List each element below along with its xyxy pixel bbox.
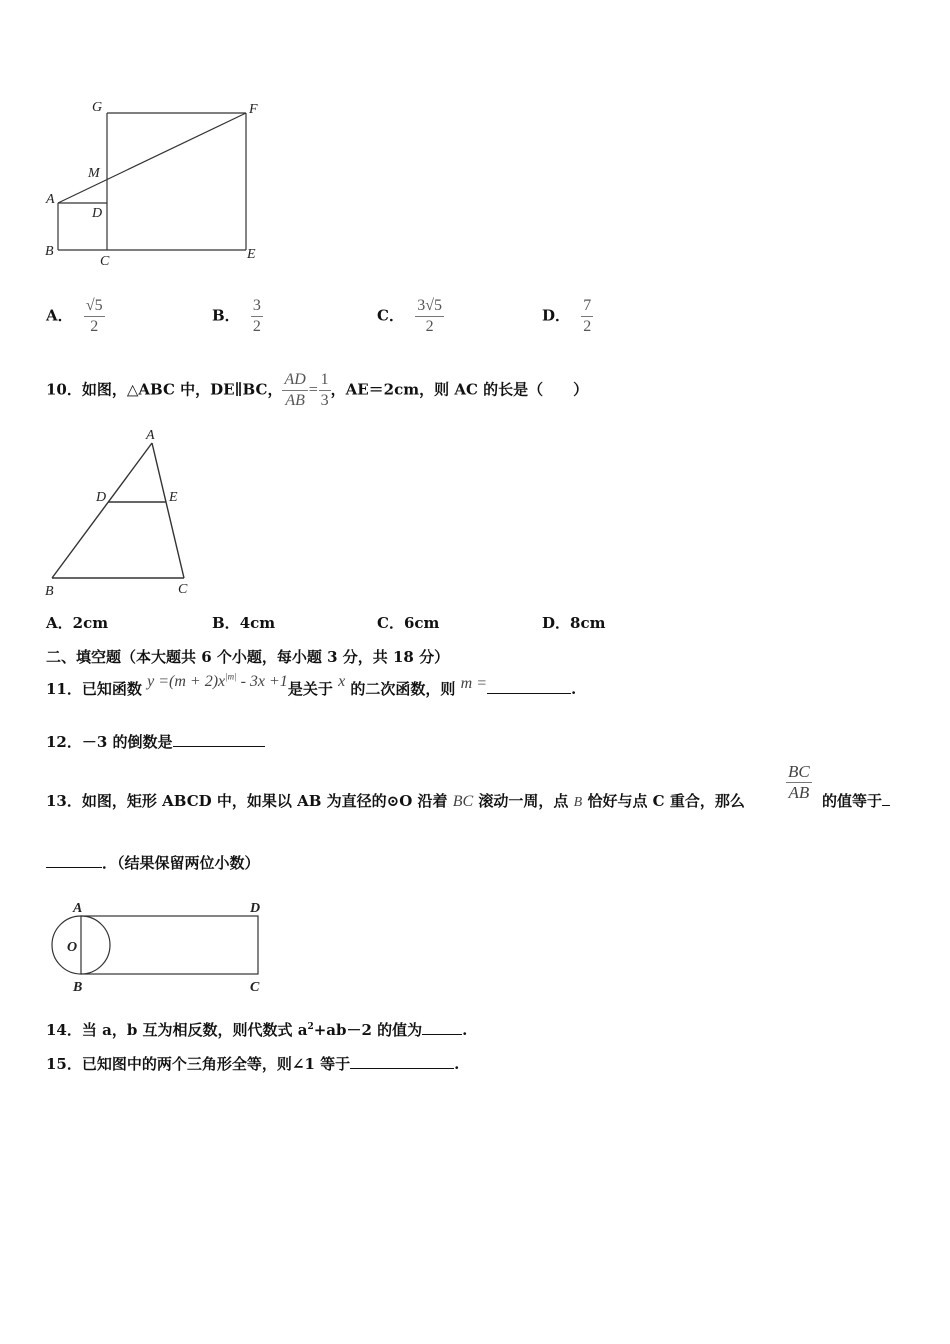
q9-option-b-den: 2 <box>252 318 261 335</box>
q13-suffix-wrap <box>822 790 890 811</box>
q9-label-m: M <box>88 166 100 181</box>
q9-option-a-fraction <box>84 296 105 337</box>
q10-fraction-ad-ab <box>282 370 307 411</box>
q11-formula-main: y =(m + 2)x <box>147 673 226 690</box>
q10-label-b: B <box>45 584 54 599</box>
q9-line-af <box>58 113 246 203</box>
q10-option-c[interactable] <box>377 612 439 633</box>
q14-superscript: 2 <box>307 1022 314 1032</box>
q10-option-d-text: 8cm <box>570 614 606 632</box>
q11-formula <box>147 673 288 690</box>
q10-prefix: 10．如图，△ABC 中，DE∥BC， <box>46 380 283 399</box>
q9-option-a-num: √5 <box>84 296 105 317</box>
q11-prefix: 11．已知函数 <box>46 680 142 698</box>
q10-fraction-one-third <box>319 370 331 411</box>
q10-option-d[interactable] <box>542 612 605 633</box>
q10-option-d-letter: D． <box>542 614 571 632</box>
q13-mid2: 恰好与点 C 重合，那么 <box>587 792 745 810</box>
q13-line2-text: ．（结果保留两位小数） <box>102 854 260 872</box>
q13-answer-blank-2[interactable] <box>46 853 102 868</box>
q10-label-d: D <box>96 490 107 505</box>
q10-figure <box>40 425 210 605</box>
q12-text: 12．－3 的倒数是 <box>46 733 173 751</box>
q13-line2 <box>46 852 260 873</box>
q13-frac-num: BC <box>788 762 810 781</box>
q9-option-b-num: 3 <box>251 296 263 317</box>
q10-frac2-num: 1 <box>319 370 331 391</box>
q11-mid: 是关于 <box>287 680 333 698</box>
q14-end: . <box>462 1021 468 1039</box>
q9-option-c-num: 3√5 <box>415 296 444 317</box>
q13-label-d: D <box>250 901 261 916</box>
q9-option-c-letter: C． <box>377 306 404 325</box>
q15-end: . <box>454 1055 460 1073</box>
q9-label-a: A <box>46 192 55 207</box>
q10-option-a-text: 2cm <box>72 614 109 632</box>
q10-label-a: A <box>146 428 155 443</box>
q10-option-a[interactable] <box>46 612 108 633</box>
q10-option-c-letter: C． <box>377 614 404 632</box>
q13-label-b: B <box>73 980 83 995</box>
q13-suffix: 的值等于 <box>822 792 883 810</box>
q11-mid2: 的二次函数，则 <box>350 680 456 698</box>
q15-stem <box>46 1053 459 1074</box>
q13-prefix: 13．如图，矩形 ABCD 中，如果以 AB 为直径的⊙O 沿着 <box>46 792 448 810</box>
q13-answer-blank-1[interactable] <box>882 791 890 806</box>
q14-prefix: 14．当 a，b 互为相反数，则代数式 a <box>46 1021 308 1039</box>
q10-stem <box>46 370 588 411</box>
q13-label-c: C <box>250 980 260 995</box>
q9-option-a-den: 2 <box>90 318 99 335</box>
q10-option-c-text: 6cm <box>403 614 440 632</box>
q10-option-b[interactable] <box>212 612 275 633</box>
q13-figure <box>40 895 280 1000</box>
q9-option-d-fraction <box>581 296 593 337</box>
q13-mid: 滚动一周，点 <box>478 792 569 810</box>
q9-option-d-letter: D． <box>542 306 571 325</box>
q13-stem <box>46 790 745 811</box>
q9-label-c: C <box>100 254 110 269</box>
q9-option-a-letter: A． <box>46 306 73 325</box>
q13-rectangle-abcd <box>81 916 258 974</box>
q9-square-gcef <box>58 113 246 250</box>
q10-frac1-den: AB <box>285 392 305 409</box>
q9-option-b-fraction <box>251 296 263 337</box>
q13-bc: BC <box>452 793 474 810</box>
q9-figure <box>40 95 280 275</box>
q10-frac2-den: 3 <box>320 392 329 409</box>
q9-option-b[interactable] <box>212 296 263 337</box>
q10-option-b-letter: B． <box>212 614 240 632</box>
q11-formula-tail: - 3x +1 <box>236 673 288 690</box>
q11-var-m: m = <box>460 675 488 692</box>
q11-end: . <box>571 680 577 698</box>
q11-var-x: x <box>338 673 346 690</box>
q10-side-ab <box>52 443 152 578</box>
q13-point-b: B <box>573 795 583 810</box>
q9-option-d-num: 7 <box>581 296 593 317</box>
q11-formula-exponent: |m| <box>225 671 237 682</box>
q11-stem <box>46 671 577 699</box>
q9-option-c-fraction <box>415 296 444 337</box>
q13-fraction <box>786 762 812 803</box>
q9-option-d-den: 2 <box>583 318 592 335</box>
q15-answer-blank[interactable] <box>350 1054 454 1069</box>
q9-label-g: G <box>92 100 103 115</box>
q10-equals: = <box>307 381 319 399</box>
q13-frac-den: AB <box>788 783 810 802</box>
q9-label-e: E <box>247 247 256 262</box>
q10-label-c: C <box>178 582 188 597</box>
q10-option-a-letter: A． <box>46 614 73 632</box>
q10-label-e: E <box>169 490 178 505</box>
q14-stem <box>46 1019 467 1040</box>
q9-option-b-letter: B． <box>212 306 240 325</box>
q9-option-c[interactable] <box>377 296 444 337</box>
q9-option-a[interactable] <box>46 296 105 337</box>
q9-option-c-den: 2 <box>425 318 434 335</box>
q9-label-f: F <box>249 102 258 117</box>
q9-option-d[interactable] <box>542 296 593 337</box>
q12-stem <box>46 731 265 752</box>
q10-side-ac <box>152 443 184 578</box>
q14-suffix: +ab－2 的值为 <box>313 1021 423 1039</box>
q13-label-a: A <box>73 901 83 916</box>
q14-answer-blank[interactable] <box>422 1020 462 1035</box>
q9-label-d: D <box>92 206 103 221</box>
q10-frac1-num: AD <box>282 370 307 391</box>
q11-answer-blank[interactable] <box>487 679 571 694</box>
q15-text: 15．已知图中的两个三角形全等，则∠1 等于 <box>46 1055 351 1073</box>
q13-label-o: O <box>67 940 78 955</box>
q12-answer-blank[interactable] <box>173 732 265 747</box>
section-heading: 二、填空题（本大题共 6 个小题，每小题 3 分，共 18 分） <box>46 648 450 666</box>
q9-label-b: B <box>45 244 54 259</box>
q10-option-b-text: 4cm <box>239 614 276 632</box>
q10-suffix: ，AE＝2cm，则 AC 的长是（ ） <box>330 380 589 399</box>
